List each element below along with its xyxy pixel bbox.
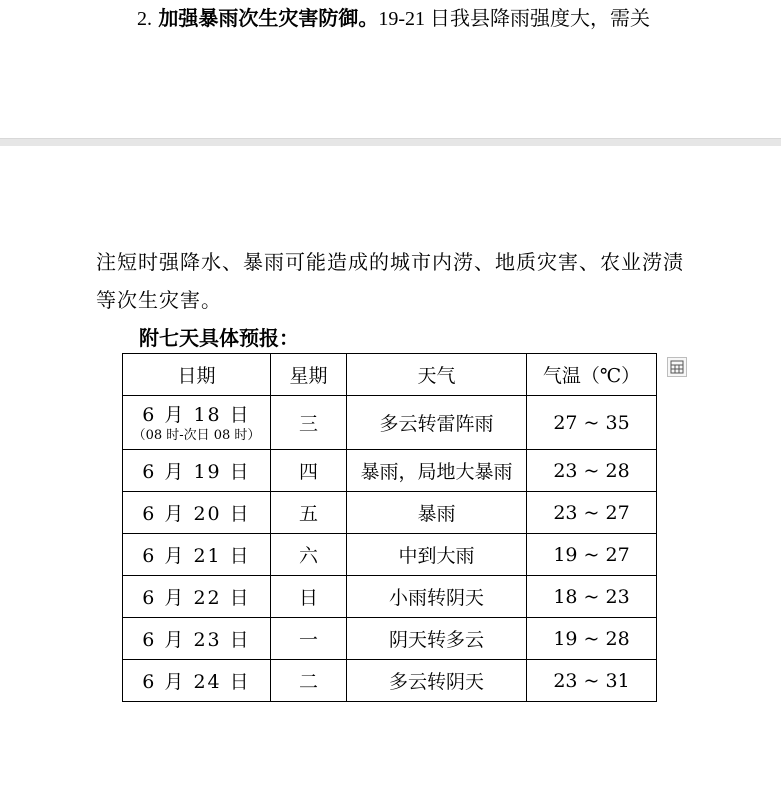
table-row bbox=[123, 534, 657, 576]
table-row bbox=[123, 450, 657, 492]
temperature-cell: 23 ~ 28 bbox=[527, 450, 657, 492]
weekday-cell: 日 bbox=[271, 576, 347, 618]
table-row bbox=[123, 492, 657, 534]
paragraph-line-1: 注短时强降水、暴雨可能造成的城市内涝、地质灾害、农业涝渍 bbox=[96, 250, 684, 274]
temperature-cell: 23 ~ 27 bbox=[527, 492, 657, 534]
date-cell: 6 月 24 日 bbox=[123, 660, 271, 702]
date-cell: 6 月 21 日 bbox=[123, 534, 271, 576]
temperature-cell: 27 ~ 35 bbox=[527, 396, 657, 450]
weather-cell: 暴雨，局地大暴雨 bbox=[347, 450, 527, 492]
item-bold-title: 加强暴雨次生灾害防御。 bbox=[158, 6, 379, 30]
weekday-cell: 二 bbox=[271, 660, 347, 702]
paragraph-line-2: 等次生灾害。 bbox=[96, 288, 222, 312]
weekday-cell: 四 bbox=[271, 450, 347, 492]
weekday-cell: 三 bbox=[271, 396, 347, 450]
table-icon[interactable] bbox=[667, 357, 687, 377]
weather-cell: 小雨转阴天 bbox=[347, 576, 527, 618]
date-cell: 6 月 19 日 bbox=[123, 450, 271, 492]
weather-cell: 中到大雨 bbox=[347, 534, 527, 576]
header-date: 日期 bbox=[123, 354, 271, 396]
date-text: 6 月 18 日 bbox=[142, 403, 251, 426]
temperature-cell: 23 ~ 31 bbox=[527, 660, 657, 702]
weather-cell: 多云转阴天 bbox=[347, 660, 527, 702]
page-separator bbox=[0, 138, 781, 146]
table-row bbox=[123, 618, 657, 660]
weather-cell: 暴雨 bbox=[347, 492, 527, 534]
temperature-cell: 19 ~ 27 bbox=[527, 534, 657, 576]
temperature-cell: 19 ~ 28 bbox=[527, 618, 657, 660]
table-row bbox=[123, 576, 657, 618]
forecast-heading: 附七天具体预报： bbox=[139, 326, 299, 350]
date-cell: 6 月 23 日 bbox=[123, 618, 271, 660]
table-header-row bbox=[123, 354, 657, 396]
top-text-line bbox=[137, 4, 650, 33]
date-cell bbox=[123, 396, 271, 450]
weather-cell: 阴天转多云 bbox=[347, 618, 527, 660]
weekday-cell: 五 bbox=[271, 492, 347, 534]
weather-cell: 多云转雷阵雨 bbox=[347, 396, 527, 450]
header-temperature: 气温（℃） bbox=[527, 354, 657, 396]
item-number: 2. bbox=[137, 8, 152, 30]
header-weather: 天气 bbox=[347, 354, 527, 396]
date-note: （08 时-次日 08 时） bbox=[132, 427, 261, 443]
date-cell: 6 月 20 日 bbox=[123, 492, 271, 534]
table-row bbox=[123, 396, 657, 450]
weekday-cell: 一 bbox=[271, 618, 347, 660]
weekday-cell: 六 bbox=[271, 534, 347, 576]
item-text: 19-21 日我县降雨强度大，需关 bbox=[378, 8, 651, 30]
table-grid-icon bbox=[670, 360, 684, 374]
table-row bbox=[123, 660, 657, 702]
date-cell: 6 月 22 日 bbox=[123, 576, 271, 618]
forecast-table bbox=[122, 353, 657, 702]
header-weekday: 星期 bbox=[271, 354, 347, 396]
previous-page bbox=[0, 0, 781, 138]
temperature-cell: 18 ~ 23 bbox=[527, 576, 657, 618]
